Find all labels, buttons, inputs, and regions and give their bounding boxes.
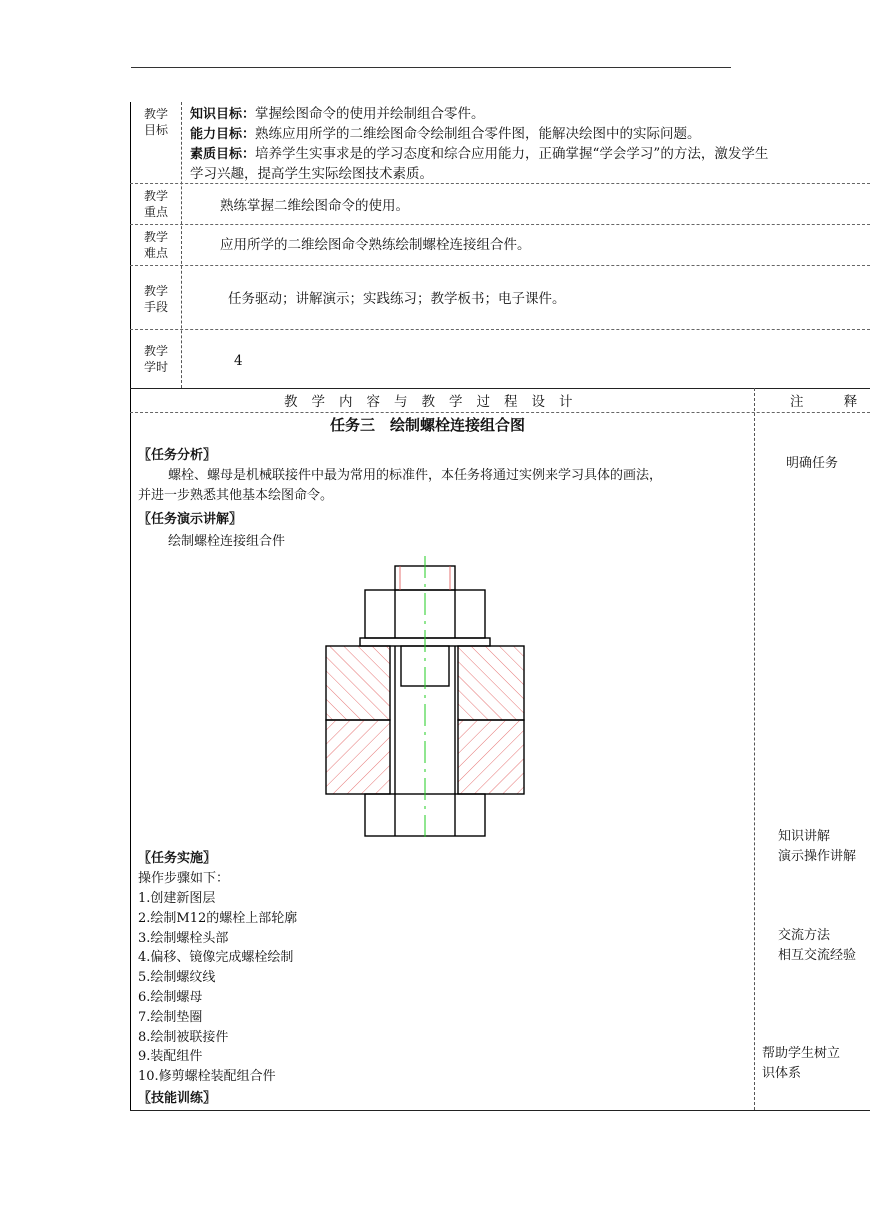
- lower-plate-right: [458, 720, 524, 794]
- quality-objective: 素质目标：培养学生实事求是的学习态度和综合应用能力，正确掌握“学会学习”的方法，激发学生: [190, 146, 769, 162]
- note-help: 帮助学生树立: [762, 1046, 841, 1061]
- implementation-heading: 〖任务实施〗: [138, 851, 217, 866]
- list-item: 2.绘制M12的螺栓上部轮廓: [138, 910, 298, 926]
- upper-plate-right: [458, 646, 524, 720]
- bolt-assembly-drawing: [320, 552, 530, 842]
- list-item: 10.修剪螺栓装配组合件: [138, 1069, 276, 1085]
- content-header: 教学内容与教学过程设计: [284, 394, 587, 410]
- analysis-text-1: 螺栓、螺母是机械联接件中最为常用的标准件，本任务将通过实例来学习具体的画法，: [168, 468, 663, 483]
- hours-label: 教学 学时: [143, 344, 168, 374]
- knowledge-objective: 知识目标：掌握绘图命令的使用并绘制组合零件。: [190, 106, 485, 122]
- quality-objective-cont: 学习兴趣，提高学生实际绘图技术素质。: [190, 166, 433, 182]
- difficulty-text: 应用所学的二维绘图命令熟练绘制螺栓连接组合件。: [220, 237, 531, 253]
- list-item: 8.绘制被联接件: [138, 1029, 229, 1045]
- task-title: 任务三 绘制螺栓连接组合图: [330, 416, 526, 434]
- list-item: 3.绘制螺栓头部: [138, 930, 229, 946]
- difficulty-label: 教学 难点: [143, 230, 168, 260]
- list-item: 4.偏移、镜像完成螺栓绘制: [138, 950, 294, 966]
- methods-text: 任务驱动；讲解演示；实践练习；教学板书；电子课件。: [228, 291, 566, 307]
- notes-header: 注 释: [790, 394, 875, 410]
- note-exchange: 交流方法: [778, 928, 831, 943]
- note-knowledge: 知识讲解: [778, 829, 831, 844]
- steps-intro: 操作步骤如下：: [138, 871, 230, 886]
- note-share: 相互交流经验: [778, 948, 857, 963]
- demo-heading: 〖任务演示讲解〗: [138, 512, 243, 527]
- focus-text: 熟练掌握二维绘图命令的使用。: [220, 198, 409, 214]
- list-item: 7.绘制垫圈: [138, 1009, 203, 1025]
- note-system: 识体系: [762, 1066, 802, 1081]
- ability-objective: 能力目标：熟练应用所学的二维绘图命令绘制组合零件图，能解决绘图中的实际问题。: [190, 126, 701, 142]
- list-item: 6.绘制螺母: [138, 989, 203, 1005]
- analysis-heading: 〖任务分析〗: [138, 448, 217, 463]
- skill-training-heading: 〖技能训练〗: [138, 1091, 217, 1106]
- lower-plate-left: [326, 720, 390, 794]
- objectives-label: 教学 目标: [143, 107, 168, 137]
- hours-text: 4: [234, 353, 243, 369]
- upper-plate-left: [326, 646, 390, 720]
- focus-label: 教学 重点: [143, 189, 168, 219]
- analysis-text-2: 并进一步熟悉其他基本绘图命令。: [138, 488, 334, 503]
- list-item: 1.创建新图层: [138, 891, 216, 906]
- steps-list: [138, 889, 297, 1087]
- methods-label: 教学 手段: [143, 284, 168, 314]
- list-item: 9.装配组件: [138, 1049, 203, 1065]
- note-demo: 演示操作讲解: [778, 849, 857, 864]
- demo-text: 绘制螺栓连接组合件: [168, 534, 286, 549]
- list-item: 5.绘制螺纹线: [138, 970, 216, 986]
- header-rule: [131, 67, 731, 68]
- note-clarify-task: 明确任务: [786, 456, 839, 471]
